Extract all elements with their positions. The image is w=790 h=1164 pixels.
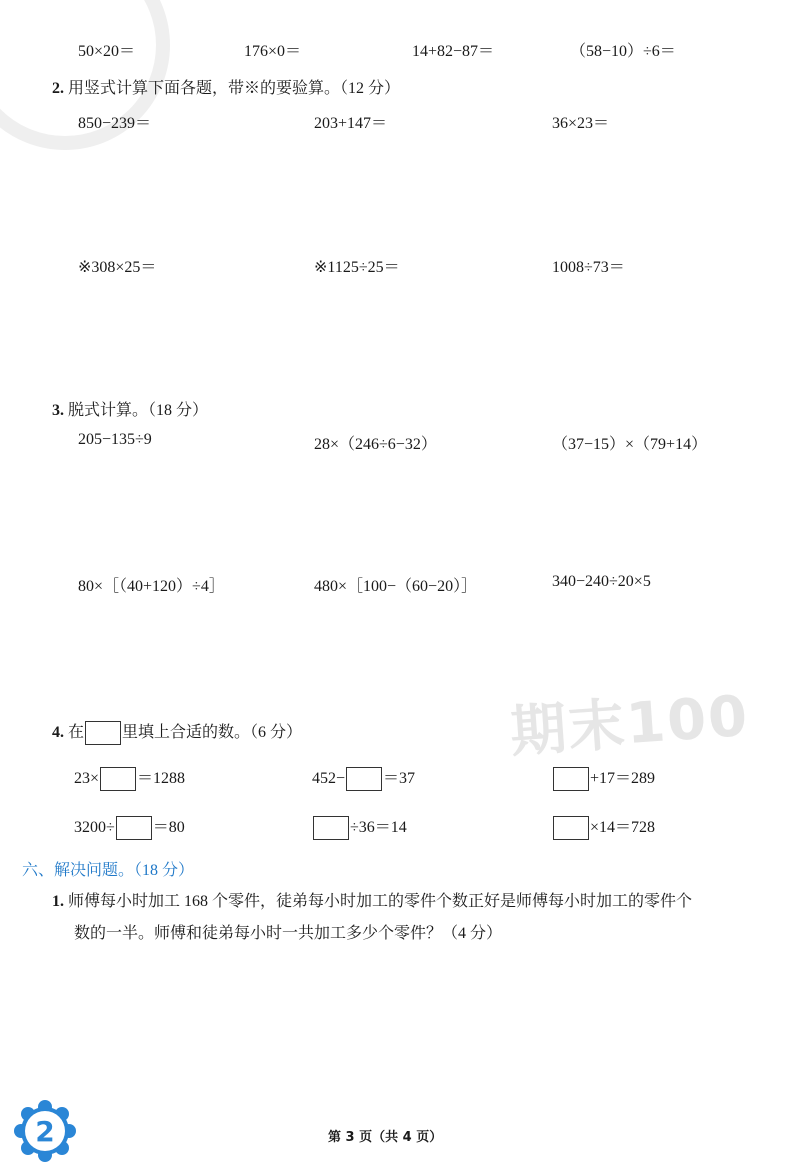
q3-expr-1: 205−135÷9 [78,431,152,448]
answer-box-a1[interactable] [100,767,136,791]
expr-row0-4: （58−10）÷6＝ [570,43,676,60]
q3-expr-5: 480×［100−（60−20）］ [314,578,478,595]
q2-expr-2: 203+147＝ [314,115,388,132]
watermark-text: 期末100 [508,683,752,766]
page-badge-number: 2 [35,1115,55,1148]
q3-number: 3. [52,402,64,419]
expr-row0-2: 176×0＝ [244,43,302,60]
q4-a2-pre: 452− [312,770,346,787]
answer-box-b3[interactable] [553,816,589,840]
q4-b3-post: ×14＝728 [590,819,656,836]
q4-b1-post: ＝80 [152,819,185,836]
q4-item-a3 [552,765,655,791]
q2-expr-1: 850−239＝ [78,115,152,132]
sec6-p1-line1: 师傅每小时加工 168 个零件，徒弟每小时加工的零件个数正好是师傅每小时加工的零件个 [68,893,693,910]
answer-box-b2[interactable] [313,816,349,840]
q4-item-a2 [312,765,415,791]
q3-title: 脱式计算。（18 分） [68,402,209,419]
answer-box-b1[interactable] [116,816,152,840]
q4-a1-pre: 23× [74,770,100,787]
q2-expr-5: ※1125÷25＝ [314,259,400,276]
answer-box-sample [85,721,121,745]
q2-heading [52,75,400,98]
q4-a3-post: +17＝289 [590,770,656,787]
q4-item-b2 [312,814,407,840]
q3-heading [52,397,208,420]
q4-item-b3 [552,814,655,840]
sec6-problem-1 [52,886,692,950]
q2-expr-6: 1008÷73＝ [552,259,625,276]
q2-expr-4: ※308×25＝ [78,259,157,276]
q4-number: 4. [52,724,64,741]
sec6-p1-number: 1. [52,893,64,910]
q3-expr-2: 28×（246÷6−32） [314,436,437,453]
q2-title: 用竖式计算下面各题，带※的要验算。（12 分） [68,80,401,97]
q3-expr-6: 340−240÷20×5 [552,573,651,590]
q4-item-b1 [74,814,185,840]
section6-title: 六、解决问题。（18 分） [22,862,195,879]
q4-item-a1 [74,765,185,791]
q4-heading [52,719,302,745]
q3-expr-4: 80×［（40+120）÷4］ [78,578,225,595]
q2-number: 2. [52,80,64,97]
page-badge-icon [14,1100,76,1162]
sec6-p1-line2: 数的一半。师傅和徒弟每小时一共加工多少个零件？（4 分） [74,925,503,942]
page-footer: 第 3 页（共 4 页） [328,1130,443,1145]
answer-box-a2[interactable] [346,767,382,791]
q4-title-pre: 在 [68,724,85,741]
q4-b1-pre: 3200÷ [74,819,115,836]
q4-title-post: 里填上合适的数。（6 分） [122,724,303,741]
answer-box-a3[interactable] [553,767,589,791]
expr-row0-3: 14+82−87＝ [412,43,495,60]
q4-a1-post: ＝1288 [137,770,186,787]
q4-b2-post: ÷36＝14 [350,819,407,836]
expr-row0-1: 50×20＝ [78,43,136,60]
q2-expr-3: 36×23＝ [552,115,610,132]
q3-expr-3: （37−15）×（79+14） [552,436,708,453]
q4-a2-post: ＝37 [383,770,416,787]
